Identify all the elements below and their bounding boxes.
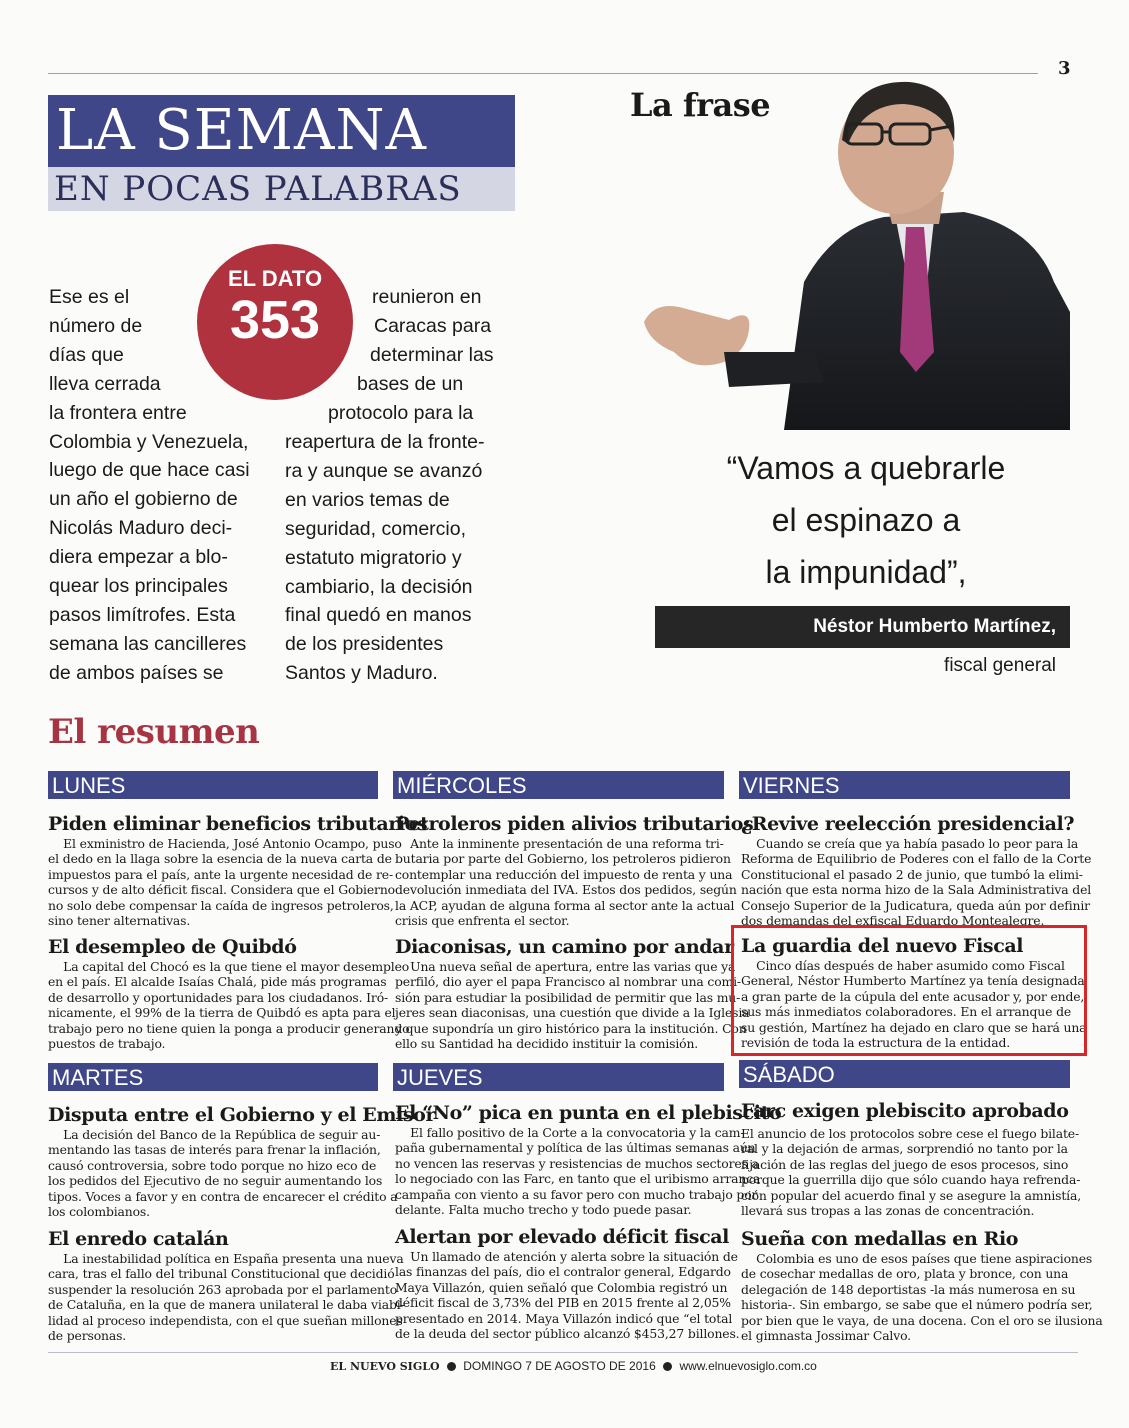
day-header-sabado: SÁBADO — [739, 1060, 1070, 1088]
article-title: Alertan por elevado déficit fiscal — [395, 1226, 730, 1248]
article-body: La decisión del Banco de la República de seguir au- mentando las tasas de interés para frenar la inflación, causó controversia, sobre todo porque no hizo eco de los pedidos del Ejecutivo de no seguir aumentando los tipos. Voces a favor y en contra de encarecer el crédito a los colombianos. — [48, 1127, 398, 1220]
article-title: Petroleros piden alivios tributarios — [395, 813, 754, 835]
day-header-martes: MARTES — [48, 1063, 378, 1091]
article-title: El enredo catalán — [48, 1228, 229, 1250]
article-body: La capital del Chocó es la que tiene el mayor desempleo en el país. El alcalde Isaías Chalá, pide más programas de desarrollo y oportunidades para los ciudadanos. Iró- nicamente, el 99% de la tierra de Quibdó es apta para el trabajo pero no tiene quien la ponga a producir generando puestos de trabajo. — [48, 959, 410, 1052]
article-title: La guardia del nuevo Fiscal — [741, 935, 1024, 957]
bullet-icon — [663, 1362, 672, 1371]
footer-rule — [48, 1352, 1078, 1353]
article-body: El fallo positivo de la Corte a la convocatoria y la cam- paña gubernamental y política de las últimas semanas aún no vencen las reservas y resistencias de muchos sectores a lo negociado con las Farc, en tanto que el uribismo arranca campaña con viento a su favor pero con mucho trabajo por delante. Falta mucho trecho y todo puede pasar. — [395, 1125, 761, 1218]
day-header-lunes: LUNES — [48, 771, 378, 799]
bullet-icon — [447, 1362, 456, 1371]
dato-right-line-3: determinar las — [370, 344, 494, 366]
dato-left-text: Ese es el número de días que lleva cerrada la frontera entre Colombia y Venezuela, luego de que hace casi un año el gobierno de Nicolás Maduro deci- diera empezar a blo- quear los principales pasos limítrofes. Esta semana las cancilleres de ambos países se — [49, 286, 250, 684]
quote-author: Néstor Humberto Martínez, — [655, 606, 1070, 648]
highlight-box — [731, 925, 1087, 1056]
dato-number: 353 — [229, 290, 321, 350]
dato-right-line-1: reunieron en — [372, 286, 482, 308]
masthead-title: LA SEMANA — [48, 95, 515, 167]
article-title: Farc exigen plebiscito aprobado — [741, 1100, 1069, 1122]
article-title: ¿Revive reelección presidencial? — [741, 813, 1075, 835]
article-title: Diaconisas, un camino por andar — [395, 936, 734, 958]
footer-url[interactable]: www.elnuevosiglo.com.co — [679, 1359, 817, 1373]
article-title: Piden eliminar beneficios tributarios — [48, 813, 428, 835]
article-body: Ante la inminente presentación de una reforma tri- butaria por parte del Gobierno, los petroleros pidieron contemplar una reducción del impuesto de renta y una devolución inmediata del IVA. Estos dos pedidos, según la ACP, ayudan de alguna forma al sector ante la actual crisis que enfrenta el sector. — [395, 836, 737, 929]
page-number: 3 — [1058, 58, 1071, 79]
article-body: Cinco días después de haber asumido como Fiscal General, Néstor Humberto Martínez ya tenía designada a gran parte de la cúpula del ente acusador y, por ende, sus más inmediatos colaboradores. En el arranque de su gestión, Martínez ha dejado en claro que se hará una revisión de toda la estructura de la entidad. — [741, 958, 1087, 1051]
article-body: Un llamado de atención y alerta sobre la situación de las finanzas del país, dio el contralor general, Edgardo Maya Villazón, quien señaló que Colombia registró un déficit fiscal de 3,73% del PIB en 2015 frente al 2,05% presentado en 2014. Maya Villazón indicó que “el total de la deuda del sector público alcanzó $453,27 billones. — [395, 1249, 740, 1342]
dato-right-text: reapertura de la fronte- ra y aunque se avanzó en varios temas de seguridad, comercio, estatuto migratorio y cambiario, la decisión final quedó en manos de los presidentes Santos y Maduro. — [285, 431, 485, 685]
article-body: Una nueva señal de apertura, entre las varias que ya perfiló, dio ayer el papa Francisco al nombrar una comi- sión para estudiar la posibilidad de permitir que las mu- jeres sean diaconisas, una cuestión que divide a la Iglesia y que supondría un giro histórico para la institución. Con ello su Santidad ha decidido instituir la comisión. — [395, 959, 750, 1052]
article-title: El desempleo de Quibdó — [48, 936, 297, 958]
article-body: Colombia es uno de esos países que tiene aspiraciones de cosechar medallas de oro, plata y bronce, con una delegación de 148 deportistas -la más numerosa en su historia-. Sin embargo, se sabe que el número podría ser, por bien que le vaya, de una docena. Con el oro se ilusiona el gimnasta Jossimar Calvo. — [741, 1251, 1103, 1344]
article-title: Disputa entre el Gobierno y el Emisor — [48, 1104, 436, 1126]
quote-author-role: fiscal general — [944, 655, 1056, 676]
dato-label: EL DATO — [227, 266, 323, 291]
footer-brand: EL NUEVO SIGLO — [330, 1360, 440, 1373]
article-body: El anuncio de los protocolos sobre cese el fuego bilate- ral y la dejación de armas, sorprendió no tanto por la fijación de las reglas del juego de esos procesos, sino porque la guerrilla dijo que sólo cuando haya refrenda- ción popular del acuerdo final y se asegure la amnistía, llevará sus tropas a las zonas de concentración. — [741, 1126, 1082, 1219]
masthead-subtitle: EN POCAS PALABRAS — [48, 167, 515, 211]
article-body: La inestabilidad política en España presenta una nueva cara, tras el fallo del tribunal Constitucional que decidió suspender la resolución 263 aprobada por el parlamento de Cataluña, en la que de manera unilateral le daba viabi- lidad al proceso independista, con el que sueñan millones de personas. — [48, 1251, 405, 1344]
day-header-jueves: JUEVES — [393, 1063, 724, 1091]
footer-date: DOMINGO 7 DE AGOSTO DE 2016 — [463, 1359, 656, 1373]
dato-right-line-4: bases de un — [357, 373, 464, 395]
quote-text: “Vamos a quebrarle el espinazo a la impunidad”, — [726, 450, 1006, 590]
footer — [330, 1359, 817, 1373]
article-title: Sueña con medallas en Rio — [741, 1228, 1019, 1250]
dato-right-line-5: protocolo para la — [328, 402, 474, 424]
article-body: El exministro de Hacienda, José Antonio Ocampo, puso el dedo en la llaga sobre la esencia de la nueva carta de impuestos para el país, ante la urgente necesidad de re- cursos y de alto déficit fiscal. Considera que el Gobierno no solo debe compensar la caída de ingresos petroleros, sino tener alternativas. — [48, 836, 402, 929]
resumen-title: El resumen — [48, 712, 260, 752]
dato-right-line-2: Caracas para — [374, 315, 492, 337]
frase-title: La frase — [630, 86, 771, 124]
article-body: Cuando se creía que ya había pasado lo peor para la Reforma de Equilibrio de Poderes con el fallo de la Corte Constitucional el pasado 2 de junio, que tumbó la elimi- nación que esta norma hizo de la Sala Administrativa del Consejo Superior de la Judicatura, queda aún por definir dos demandas del exfiscal Eduardo Montealegre. — [741, 836, 1092, 929]
article-title: El “No” pica en punta en el plebiscito — [395, 1102, 782, 1124]
day-header-miercoles: MIÉRCOLES — [393, 771, 724, 799]
day-header-viernes: VIERNES — [739, 771, 1070, 799]
